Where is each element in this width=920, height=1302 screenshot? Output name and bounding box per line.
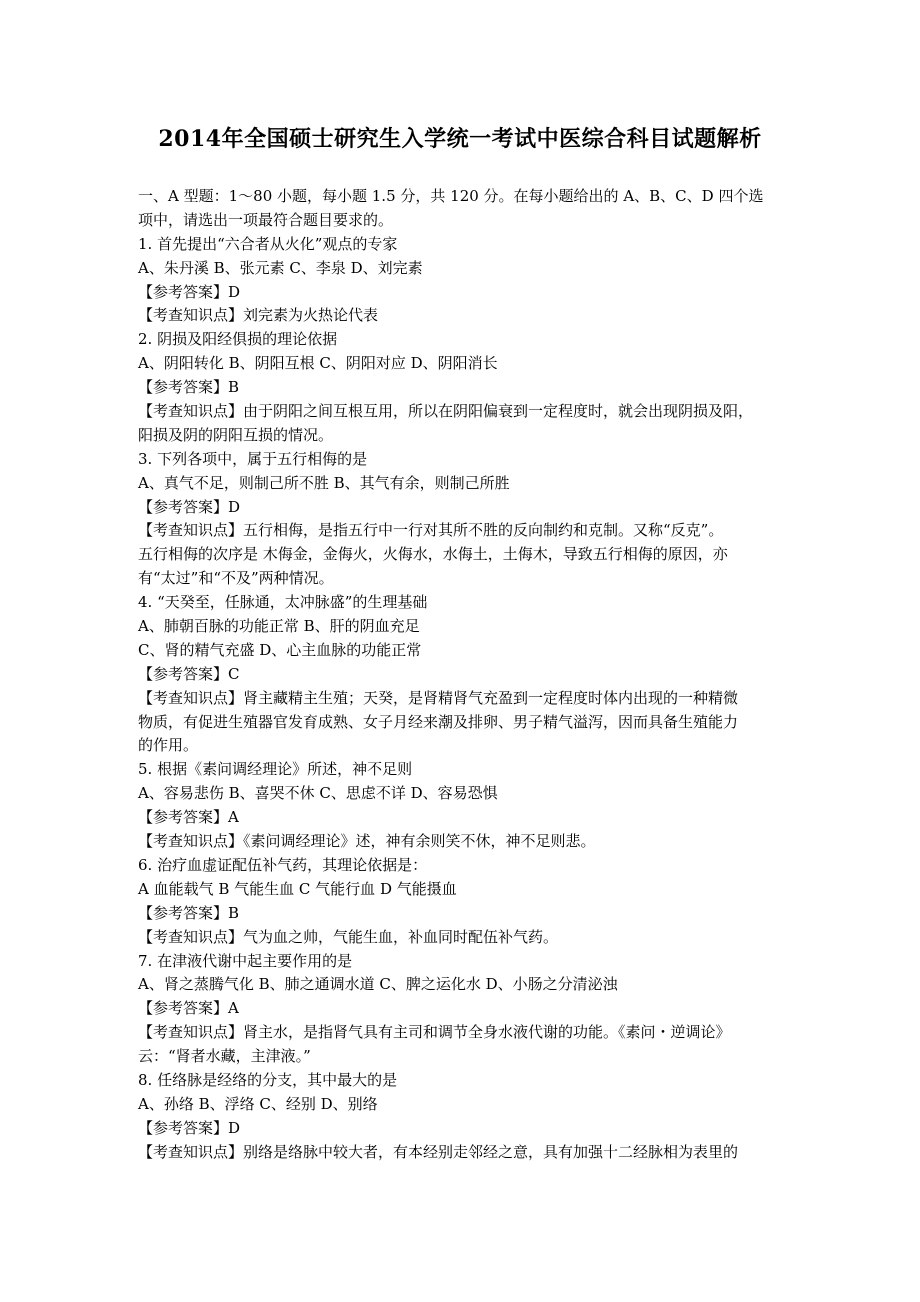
question-line: 5. 根据《素问调经理论》所述，神不足则: [138, 760, 413, 779]
knowledge-line: 有“太过”和“不及”两种情况。: [138, 569, 334, 588]
question-line: 2. 阴损及阳经俱损的理论依据: [138, 330, 338, 349]
options-line: A、容易悲伤 B、喜哭不休 C、思虑不详 D、容易恐惧: [138, 784, 498, 803]
answer-line: 【参考答案】B: [138, 903, 240, 922]
answer-line: 【参考答案】A: [138, 999, 239, 1018]
document-body: [138, 185, 786, 1165]
knowledge-line: 阳损及阴的阴阳互损的情况。: [138, 425, 334, 444]
answer-line: 【参考答案】B: [138, 378, 240, 397]
text-line: 项中，请选出一项最符合题目要求的。: [138, 210, 394, 229]
answer-line: 【参考答案】D: [138, 497, 241, 516]
options-line: A、阴阳转化 B、阴阳互根 C、阴阳对应 D、阴阳消长: [138, 354, 498, 373]
knowledge-line: 【考查知识点】气为血之帅，气能生血，补血同时配伍补气药。: [138, 927, 559, 946]
options-line: A、真气不足，则制己所不胜 B、其气有余，则制己所胜: [138, 473, 510, 492]
answer-line: 【参考答案】A: [138, 808, 239, 827]
question-line: 4. “天癸至，任脉通，太冲脉盛”的生理基础: [138, 593, 428, 612]
knowledge-line: 【考查知识点】五行相侮，是指五行中一行对其所不胜的反向制约和克制。又称“反克”。: [138, 521, 724, 540]
knowledge-line: 【考查知识点】由于阴阳之间互根互用，所以在阴阳偏衰到一定程度时，就会出现阴损及阳，: [138, 402, 754, 421]
knowledge-line: 【考查知识点】肾主水，是指肾气具有主司和调节全身水液代谢的功能。《素问・逆调论》: [138, 1023, 731, 1042]
answer-line: 【参考答案】D: [138, 282, 241, 301]
question-line: 1. 首先提出“六合者从火化”观点的专家: [138, 234, 398, 253]
knowledge-line: 云：“肾者水藏，主津液。”: [138, 1047, 311, 1066]
options-line: A 血能载气 B 气能生血 C 气能行血 D 气能摄血: [138, 879, 457, 898]
question-line: 6. 治疗血虚证配伍补气药，其理论依据是：: [138, 855, 428, 874]
options-line: A、孙络 B、浮络 C、经别 D、别络: [138, 1094, 378, 1113]
options-line: A、肺朝百脉的功能正常 B、肝的阴血充足: [138, 617, 420, 636]
question-line: 8. 任络脉是经络的分支，其中最大的是: [138, 1070, 398, 1089]
knowledge-line: 物质，有促进生殖器官发育成熟、女子月经来潮及排卵、男子精气溢泻，因而具备生殖能力: [138, 712, 739, 731]
options-line: A、肾之蒸腾气化 B、肺之通调水道 C、脾之运化水 D、小肠之分清泌浊: [138, 975, 618, 994]
knowledge-line: 【考查知识点】刘完素为火热论代表: [138, 306, 379, 325]
question-line: 7. 在津液代谢中起主要作用的是: [138, 951, 353, 970]
question-line: 3. 下列各项中，属于五行相侮的是: [138, 449, 368, 468]
options-line: A、朱丹溪 B、张元素 C、李泉 D、刘完素: [138, 258, 423, 277]
answer-line: 【参考答案】C: [138, 664, 240, 683]
knowledge-line: 的作用。: [138, 736, 199, 755]
page-title: 2014年全国硕士研究生入学统一考试中医综合科目试题解析: [158, 126, 762, 152]
knowledge-line: 【考查知识点】肾主藏精主生殖；天癸，是肾精肾气充盈到一定程度时体内出现的一种精微: [138, 688, 739, 707]
options-line: C、肾的精气充盛 D、心主血脉的功能正常: [138, 640, 422, 659]
text-line: 一、A 型题：1～80 小题，每小题 1.5 分，共 120 分。在每小题给出的 A、B、C、D 四个选: [138, 187, 764, 205]
knowledge-line: 五行相侮的次序是 木侮金，金侮火，火侮水，水侮土，土侮木，导致五行相侮的原因，亦: [138, 545, 728, 564]
answer-line: 【参考答案】D: [138, 1118, 241, 1137]
knowledge-line: 【考查知识点】《素问调经理论》述，神有余则笑不休，神不足则悲。: [138, 832, 596, 851]
knowledge-line: 【考查知识点】别络是络脉中较大者，有本经别走邻经之意，具有加强十二经脉相为表里的: [138, 1142, 739, 1161]
